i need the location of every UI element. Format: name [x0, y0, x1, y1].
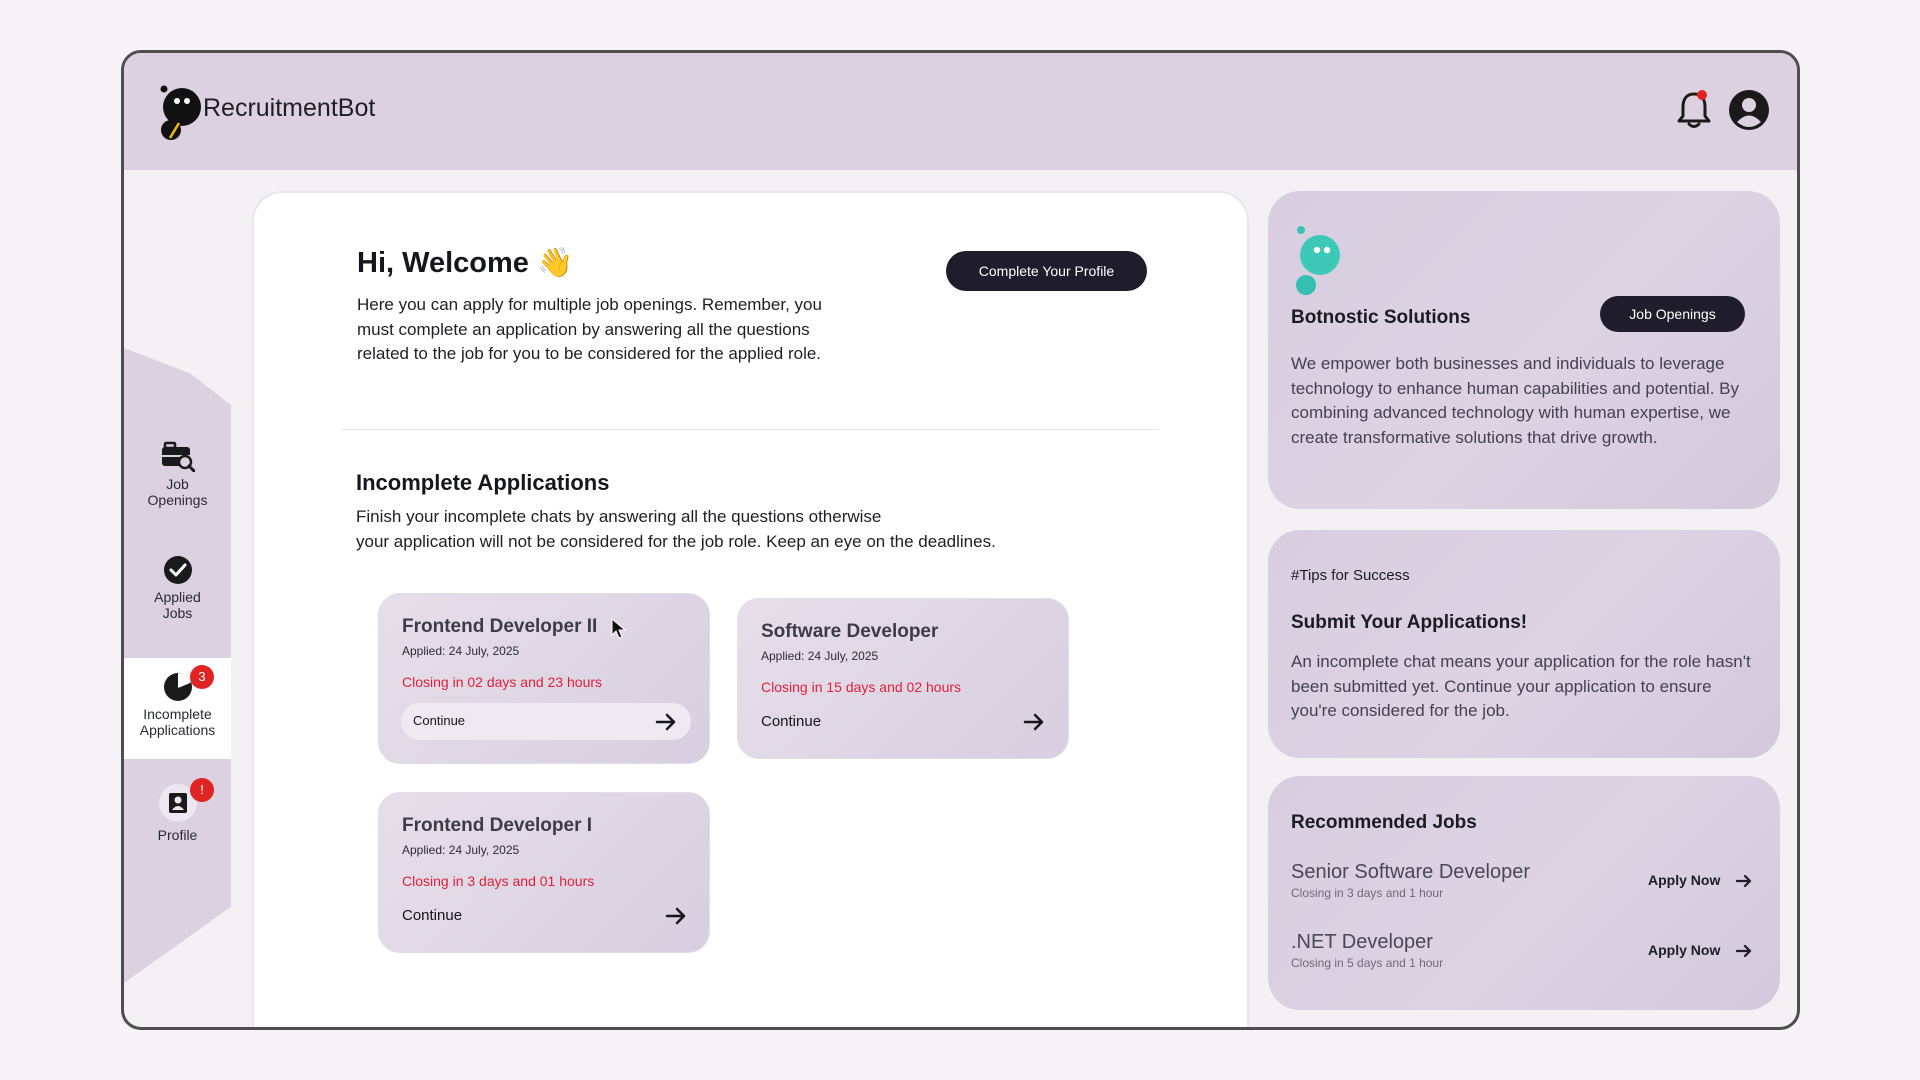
complete-profile-button[interactable]: Complete Your Profile	[946, 251, 1147, 291]
apply-now-button[interactable]: Apply Now	[1648, 872, 1721, 888]
sidebar-item-profile[interactable]	[124, 783, 231, 843]
intro-text: Here you can apply for multiple job openings. Remember, you must complete an application by answering all the questions related to the job for you to be considered for the applied role.	[357, 295, 822, 363]
application-card-frontend-developer-i[interactable]	[378, 792, 710, 953]
recommended-job-closing: Closing in 3 days and 1 hour	[1291, 886, 1444, 900]
recommended-job-title[interactable]: .NET Developer	[1291, 931, 1433, 953]
sidebar-item-label: Incomplete	[143, 706, 212, 722]
check-circle-icon	[163, 555, 193, 585]
recommended-jobs-heading: Recommended Jobs	[1291, 812, 1477, 833]
company-logo-icon	[1295, 225, 1345, 295]
sidebar-item-label: Jobs	[162, 605, 193, 621]
notification-bell-icon[interactable]	[1676, 89, 1712, 129]
continue-button[interactable]: Continue	[761, 713, 822, 730]
sidebar-item-job-openings[interactable]	[124, 440, 231, 508]
apply-now-button[interactable]: Apply Now	[1648, 942, 1721, 958]
pie-progress-icon	[163, 672, 193, 702]
company-panel	[1268, 191, 1780, 509]
job-title: Frontend Developer II	[402, 616, 598, 637]
briefcase-search-icon	[161, 440, 195, 472]
tips-text: An incomplete chat means your application for the role hasn't been submitted yet. Continue your application to ensure you're considered for the job.	[1291, 652, 1751, 720]
incomplete-count-badge: 3	[190, 665, 214, 689]
brand-name: RecruitmentBot	[203, 94, 376, 122]
arrow-right-icon	[655, 713, 677, 731]
tips-tag: #Tips for Success	[1291, 567, 1410, 584]
job-title: Frontend Developer I	[402, 815, 593, 836]
app-window	[121, 50, 1800, 1030]
tips-panel	[1268, 530, 1780, 758]
closing-deadline: Closing in 3 days and 01 hours	[402, 873, 595, 889]
job-title: Software Developer	[761, 621, 939, 642]
arrow-right-icon[interactable]	[1023, 713, 1045, 731]
application-card-software-developer[interactable]	[737, 598, 1069, 759]
sidebar-item-label: Applications	[139, 722, 216, 738]
divider	[342, 429, 1159, 430]
recommended-jobs-panel	[1268, 776, 1780, 1010]
incomplete-applications-description	[356, 505, 1076, 554]
sidebar-item-incomplete-applications[interactable]	[124, 658, 231, 759]
top-bar	[124, 53, 1797, 170]
arrow-right-icon[interactable]	[1736, 874, 1752, 888]
arrow-right-icon[interactable]	[1736, 944, 1752, 958]
incomplete-applications-heading: Incomplete Applications	[356, 470, 610, 495]
description-line: your application will not be considered for the job role. Keep an eye on the deadlines.	[356, 531, 996, 551]
mouse-cursor-icon	[611, 618, 631, 640]
sidebar-item-label: Applied	[154, 589, 201, 605]
arrow-right-icon[interactable]	[665, 907, 687, 925]
sidebar-item-label: Job	[166, 476, 189, 492]
closing-deadline: Closing in 02 days and 23 hours	[402, 674, 603, 690]
wave-emoji-icon: 👋	[536, 247, 574, 279]
profile-alert-badge: !	[190, 778, 214, 802]
applied-date: Applied: 24 July, 2025	[402, 843, 520, 857]
continue-label: Continue	[413, 713, 466, 728]
company-name: Botnostic Solutions	[1291, 307, 1471, 328]
description-line: Finish your incomplete chats by answering all the questions otherwise	[356, 507, 882, 526]
continue-button[interactable]: Continue	[402, 907, 463, 924]
sidebar-item-label: Openings	[147, 492, 208, 508]
company-description: We empower both businesses and individuals to leverage technology to enhance human capabilities and potential. By combining advanced technology with human expertise, we create transformative solutions that drive growth.	[1291, 354, 1739, 447]
job-openings-button[interactable]: Job Openings	[1600, 296, 1745, 332]
greeting-text: Hi, Welcome	[357, 247, 529, 279]
sidebar-item-label: Profile	[157, 827, 198, 843]
user-avatar-icon[interactable]	[1728, 89, 1770, 131]
recruitmentbot-logo-icon[interactable]	[160, 83, 202, 143]
tips-title: Submit Your Applications!	[1291, 612, 1528, 633]
applied-date: Applied: 24 July, 2025	[761, 649, 879, 663]
sidebar-item-applied-jobs[interactable]	[124, 555, 231, 621]
application-card-frontend-developer-ii[interactable]	[378, 593, 710, 764]
applied-date: Applied: 24 July, 2025	[402, 644, 520, 658]
recommended-job-closing: Closing in 5 days and 1 hour	[1291, 956, 1444, 970]
continue-button[interactable]	[401, 703, 691, 740]
recommended-job-title[interactable]: Senior Software Developer	[1291, 861, 1531, 883]
closing-deadline: Closing in 15 days and 02 hours	[761, 679, 962, 695]
main-content	[252, 191, 1249, 1030]
page-title	[357, 246, 573, 280]
